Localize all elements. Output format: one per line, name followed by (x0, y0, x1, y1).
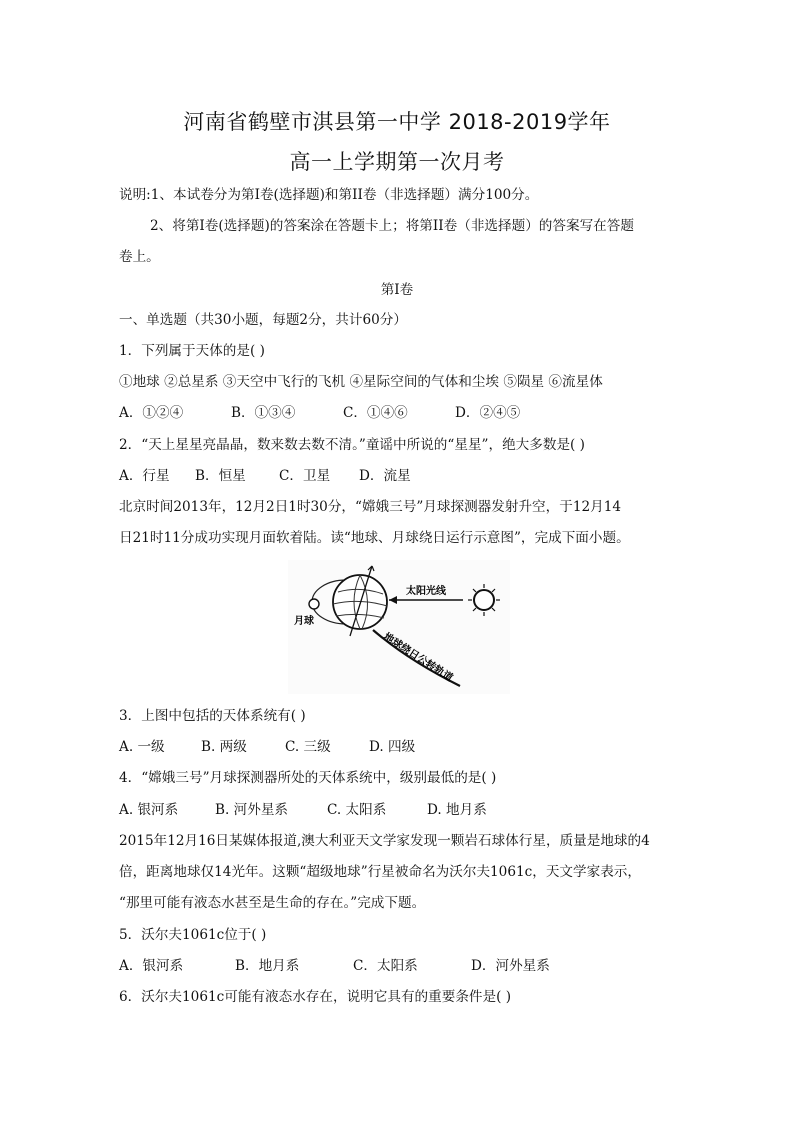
instructions-2-cont: 卷上。 (119, 249, 160, 265)
q4-options (119, 801, 679, 819)
q1-items: ①地球 ②总星系 ③天空中飞行的飞机 ④星际空间的气体和尘埃 ⑤陨星 ⑥流星体 (119, 374, 603, 390)
q1-option-a: A．①②④ (119, 405, 184, 421)
q5-stem: 5．沃尔夫1061c位于( ) (119, 927, 267, 943)
q1-option-c: C．①④⑥ (343, 405, 408, 421)
q3-options (119, 738, 679, 756)
passage-2-line-3: “那里可能有液态水甚至是生命的存在。”完成下题。 (119, 895, 426, 911)
q2-option-a: A．行星 (119, 468, 170, 484)
q2-options (119, 467, 679, 485)
q3-option-d: D. 四级 (369, 739, 416, 755)
q1-option-b: B．①③④ (231, 405, 296, 421)
exam-title-line-2: 高一上学期第一次月考 (289, 150, 505, 174)
q4-option-b: B. 河外星系 (215, 802, 289, 818)
passage-1-line-2: 日21时11分成功实现月面软着陆。读“地球、月球绕日运行示意图”，完成下面小题。 (119, 530, 630, 546)
q4-option-a: A. 银河系 (119, 802, 179, 818)
q2-stem: 2．“天上星星亮晶晶，数来数去数不清。”童谣中所说的“星星”，绝大多数是( ) (119, 437, 585, 453)
moon (309, 599, 319, 609)
passage-2-line-2: 倍，距离地球仅14光年。这颗“超级地球”行星被命名为沃尔夫1061c，天文学家表示， (119, 864, 641, 880)
q5-option-b: B．地月系 (235, 958, 300, 974)
section-heading: 一、单选题（共30小题，每题2分，共计60分） (119, 312, 407, 328)
q1-options (119, 404, 679, 422)
q3-option-b: B. 两级 (201, 739, 247, 755)
figure-background (288, 560, 510, 694)
q5-option-d: D．河外星系 (471, 958, 550, 974)
q4-stem: 4．“嫦娥三号”月球探测器所处的天体系统中，级别最低的是( ) (119, 770, 497, 786)
passage-2-line-1: 2015年12月16日某媒体报道,澳大利亚天文学家发现一颗岩石球体行星，质量是地球的4 (119, 833, 650, 849)
earth-moon-orbit-figure (288, 560, 510, 694)
moon-label: 月球 (294, 616, 314, 627)
q2-option-c: C．卫星 (279, 468, 331, 484)
q1-option-d: D．②④⑤ (455, 405, 521, 421)
instructions-2: 2、将第Ⅰ卷(选择题)的答案涂在答题卡上；将第II卷（非选择题）的答案写在答题 (150, 218, 634, 234)
sunlight-label: 太阳光线 (406, 586, 446, 597)
volume-heading: 第Ⅰ卷 (380, 282, 414, 298)
exam-title-line-1: 河南省鹤壁市淇县第一中学 2018-2019学年 (183, 110, 611, 134)
passage-1-line-1: 北京时间2013年，12月2日1时30分，“嫦娥三号”月球探测器发射升空，于12月14 (119, 499, 622, 515)
earth-orbit-label: 地球绕日公转轨道 (381, 631, 455, 685)
q5-options (119, 957, 679, 975)
q4-option-c: C. 太阳系 (327, 802, 387, 818)
q1-stem: 1．下列属于天体的是( ) (119, 343, 265, 359)
q4-option-d: D. 地月系 (427, 802, 487, 818)
q2-option-b: B．恒星 (195, 468, 246, 484)
q3-option-c: C. 三级 (285, 739, 331, 755)
q3-stem: 3．上图中包括的天体系统有( ) (119, 708, 306, 724)
q5-option-a: A．银河系 (119, 958, 184, 974)
instructions-1: 说明:1、本试卷分为第Ⅰ卷(选择题)和第II卷（非选择题）满分100分。 (119, 187, 539, 203)
q3-option-a: A. 一级 (119, 739, 165, 755)
q5-option-c: C．太阳系 (353, 958, 418, 974)
q6-stem: 6．沃尔夫1061c可能有液态水存在，说明它具有的重要条件是( ) (119, 989, 512, 1005)
q2-option-d: D．流星 (359, 468, 411, 484)
